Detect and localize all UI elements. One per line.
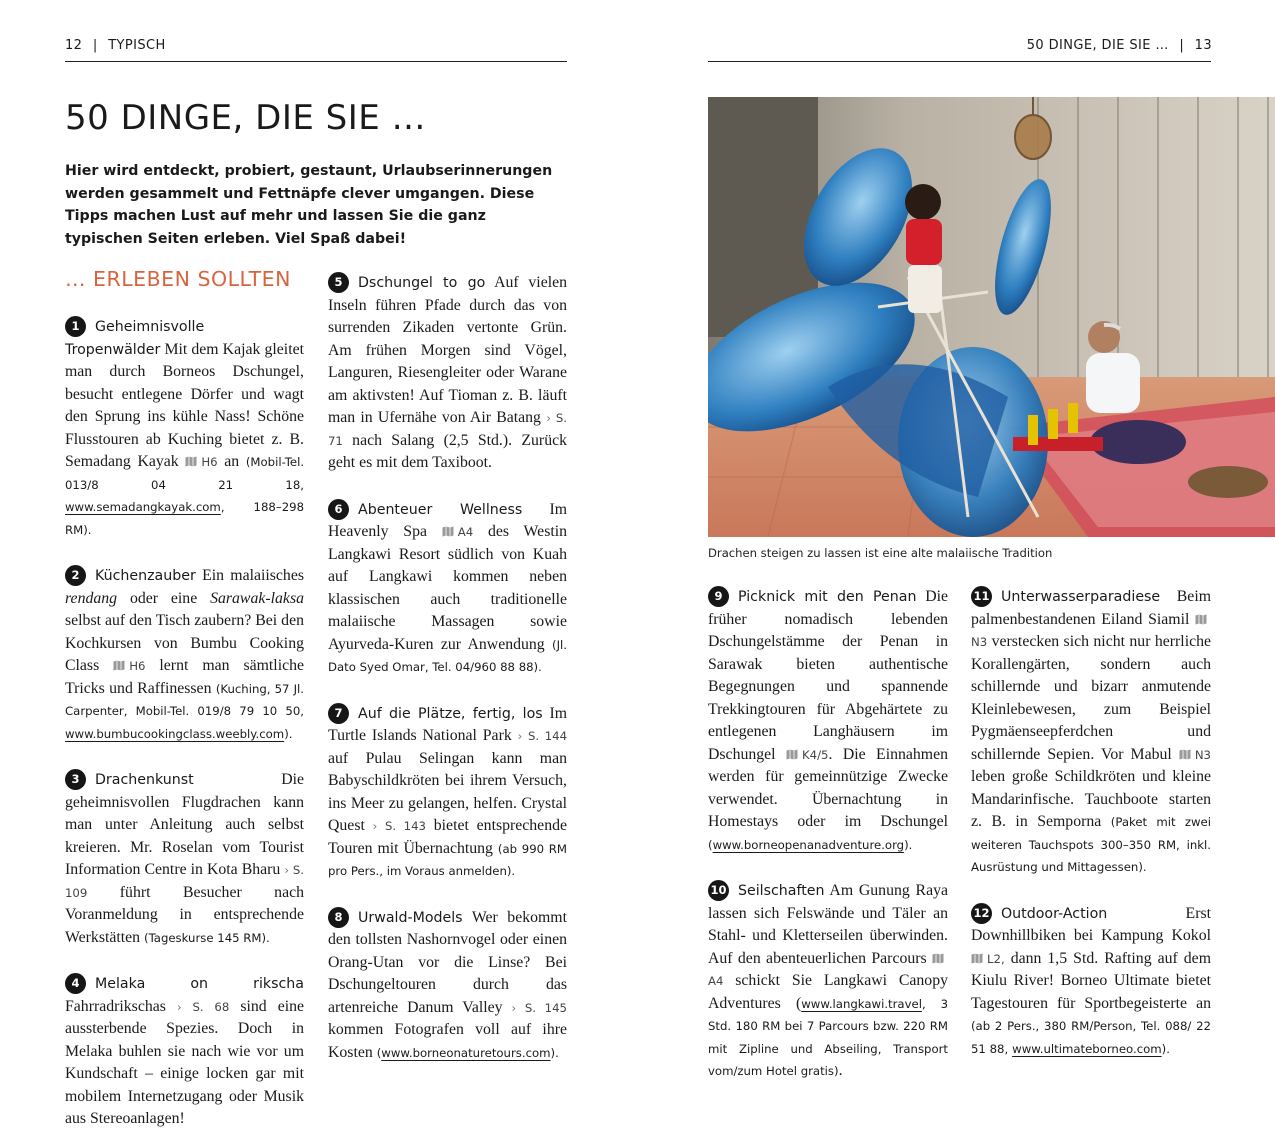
map-icon [786, 749, 798, 760]
entry-number: 10 [708, 880, 729, 901]
chapter-label: TYPISCH [108, 38, 166, 53]
entry-heading: Picknick mit den Penan [738, 589, 917, 605]
entry-1: 1 Geheimnisvolle Tropenwälder Mit dem Kajak gleitet man durch Borneos Dschungel, besucht entlegene Dörfer und wagt den Sprung ins kühle Nass! Schöne Flusstouren ab Kuching bietet z. B. Semadang Kayak H6 an (Mobil-Tel. 013/8 04 21 18, www.semadangkayak.com, 188–298 RM). [65, 316, 304, 541]
page-reference[interactable]: › S. 71 [328, 411, 567, 448]
header-rule-left [65, 61, 567, 62]
entry-5: 5 Dschungel to go Auf vielen Inseln führen Pfade durch das von surrenden Zikaden vertonte Grün. Am frühen Morgen sind Vögel, Languren, Riesengleiter oder Warane am aktivsten! Auf Tioman z. B. läuft man in Ufernähe von Air Batang › S. 71 nach Salang (2,5 Std.). Zurück geht es mit dem Taxiboot. [328, 274, 568, 471]
map-reference: H6 [201, 455, 218, 469]
map-icon [1179, 749, 1191, 760]
map-reference: A4 [457, 525, 474, 539]
entry-3: 3 Drachenkunst Die geheimnisvollen Flugdrachen kann man unter Anleitung auch selbst kreieren. Mr. Roselan vom Tourist Information Centre in Kota Bharu › S. 109 führt Besucher nach Voranmeldung in entsprechende Werkstätten (Tageskurse 145 RM). [65, 771, 305, 946]
website-link[interactable]: www.ultimateborneo.com [1012, 1041, 1162, 1056]
website-link[interactable]: www.langkawi.travel [801, 996, 922, 1011]
page-number-left: 12 [65, 38, 83, 53]
map-reference: N3 [1194, 747, 1211, 762]
page-number-right: 13 [1194, 38, 1212, 53]
entry-heading: Drachenkunst [95, 772, 194, 788]
entry-number: 6 [328, 499, 349, 520]
entry-number: 4 [65, 973, 86, 994]
page-reference[interactable]: › S. 144 [517, 729, 568, 743]
entry-heading: Auf die Plätze, fertig, los [358, 705, 543, 722]
entry-heading: Urwald-Models [358, 909, 463, 926]
entry-number: 1 [65, 316, 86, 337]
column-4 [971, 586, 1211, 1060]
entry-heading: Geheimnisvolle Tropenwälder [65, 319, 205, 358]
entry-6: 6 Abenteuer Wellness Im Heavenly Spa A4 des Westin Langkawi Resort südlich von Kuah auf Langkawi kommen neben klassischen auch traditionelle malaiische Massagen sowie Ayurveda-Kuren zur Anwendung (Jl. Dato Syed Omar, Tel. 04/960 88 88). [328, 500, 568, 674]
page-reference[interactable]: › S. 68 [176, 999, 230, 1014]
entry-8: 8 Urwald-Models Wer bekommt den tollsten Nashornvogel oder einen Orang-Utan vor die Linse? Bei Dschungeltouren durch das artenreiche Danum Valley › S. 145 kommen Fotografen voll auf ihre Kosten (www.borneonaturetours.com). [328, 908, 567, 1061]
map-icon [185, 456, 197, 467]
entry-heading: Küchenzauber [95, 568, 196, 584]
entry-11: 11 Unterwasserparadiese Beim palmenbestandenen Eiland Siamil N3 verstecken sich nicht nur herrliche Korallengärten, sondern auch schillernde und bizarr anmutende Kleinlebewesen, zum Beispiel Pygmäenseepferdchen und schillernde Sepien. Vor Mabul N3 leben große Schildkröten und kleine Mandarinfische. Tauchboote starten z. B. in Semporna (Paket mit zwei weiteren Tauchspots 300–350 RM, inkl. Ausrüstung und Mittagessen). [971, 588, 1212, 874]
website-link[interactable]: www.semadangkayak.com [65, 500, 221, 514]
map-icon [113, 660, 125, 671]
photo-caption: Drachen steigen zu lassen ist eine alte malaiische Tradition [708, 546, 1053, 560]
page-reference[interactable]: › S. 145 [511, 1000, 567, 1015]
page-reference[interactable]: › S. 143 [372, 819, 426, 833]
entry-10: 10 Seilschaften Am Gunung Raya lassen sich Felswände und Täler an Stahl- und Kletterseilen überwinden. Auf den abenteuerlichen Parcours A4 schickt Sie Langkawi Canopy Adventures (www.langkawi.travel, 3 Std. 180 RM bei 7 Parcours bzw. 220 RM mit Zipline und Abseiling, Transport vom/zum Hotel gratis). [708, 882, 948, 1079]
entry-number: 2 [65, 565, 86, 586]
entry-number: 3 [65, 769, 86, 790]
map-reference: K4/5 [801, 747, 829, 762]
entry-heading: Unterwasserparadiese [1001, 589, 1161, 605]
page-reference[interactable]: › S. 109 [65, 863, 304, 900]
entry-number: 9 [708, 586, 729, 607]
entry-number: 8 [328, 907, 349, 928]
website-link[interactable]: www.borneopenanadventure.org [712, 837, 905, 852]
running-header-right: 50 DINGE, DIE SIE … | 13 [1026, 38, 1212, 53]
column-2 [328, 272, 567, 1064]
column-3 [708, 586, 948, 1083]
website-link[interactable]: www.bumbucookingclass.weebly.com [65, 726, 285, 741]
entry-number: 12 [971, 903, 992, 924]
kite-photo [708, 97, 1275, 537]
entry-heading: Dschungel to go [358, 275, 486, 291]
entry-heading: Outdoor-Action [1001, 905, 1108, 922]
entry-12: 12 Outdoor-Action Erst Downhillbiken bei Kampung Kokol L2, dann 1,5 Std. Rafting auf dem Kiulu River! Borneo Ultimate bietet Tagestouren für Sportbegeisterte an (ab 2 Pers., 380 RM/Person, Tel. 088/ 22 51 88, www.ultimateborneo.com). [971, 904, 1211, 1056]
entry-heading: Abenteuer Wellness [358, 501, 523, 518]
map-reference: H6 [129, 659, 146, 673]
chapter-title-right: 50 DINGE, DIE SIE … [1026, 38, 1169, 53]
map-icon [971, 953, 983, 964]
page-title: 50 DINGE, DIE SIE … [65, 98, 427, 138]
entry-heading: Seilschaften [738, 883, 825, 899]
entry-number: 11 [971, 586, 992, 607]
map-icon [1195, 614, 1207, 625]
entry-number: 7 [328, 703, 349, 724]
header-rule-right [708, 61, 1211, 62]
map-reference: L2, [987, 951, 1005, 966]
running-header-left: 12 | TYPISCH [65, 38, 166, 53]
intro-text: Hier wird entdeckt, probiert, gestaunt, Urlaubserinnerungen werden gesammelt und Fettnäpfe clever umgangen. Diese Tipps machen Lust auf mehr und lassen Sie die ganz typischen Seiten erleben. Viel Spaß dabei! [65, 163, 553, 247]
entry-7: 7 Auf die Plätze, fertig, los Im Turtle Islands National Park › S. 144 auf Pulau Selingan kann man Babyschildkröten bei ihrem Versuch, ins Meer zu gelangen, helfen. Crystal Quest › S. 143 bietet entsprechende Touren mit Übernachtung (ab 990 RM pro Pers., im Voraus anmelden). [328, 704, 568, 878]
entry-9: 9 Picknick mit den Penan Die früher nomadisch lebenden Dschungelstämme der Penan in Sarawak bieten authentische Begegnungen und spannende Trekkingtouren für Abgehärtete zu entlegenen Langhäusern im Dschungel K4/5. Die Einnahmen werden für gemeinnützige Zwecke verwendet. Übernachtung in Homestays oder im Dschungel (www.borneopenanadventure.org). [708, 588, 948, 852]
map-icon [442, 526, 454, 537]
map-reference: N3 [971, 635, 988, 649]
entry-heading: Melaka on rikscha [95, 976, 304, 992]
map-reference: A4 [708, 974, 724, 988]
entry-2: 2 Küchenzauber Ein malaiisches rendang oder eine Sarawak-laksa selbst auf den Tisch zaubern? Bei den Kochkursen von Bumbu Cooking Class H6 lernt man sämtliche Tricks und Raffinessen (Kuching, 57 Jl. Carpenter, Mobil-Tel. 019/8 79 10 50, www.bumbucookingclass.weebly.com). [65, 567, 305, 741]
entry-4: 4 Melaka on rikscha Fahrradrikschas › S. 68 sind eine aussterbende Spezies. Doch in Melaka buhlen sie nach wie vor um Kundschaft – einige locken gar mit mobilem Internetzugang oder Musik aus Stereoanlagen! [65, 973, 304, 1131]
section-heading: … ERLEBEN SOLLTEN [65, 267, 291, 291]
entry-number: 5 [328, 272, 349, 293]
map-icon [932, 953, 944, 964]
column-1 [65, 316, 304, 1131]
website-link[interactable]: www.borneonaturetours.com [381, 1045, 551, 1060]
